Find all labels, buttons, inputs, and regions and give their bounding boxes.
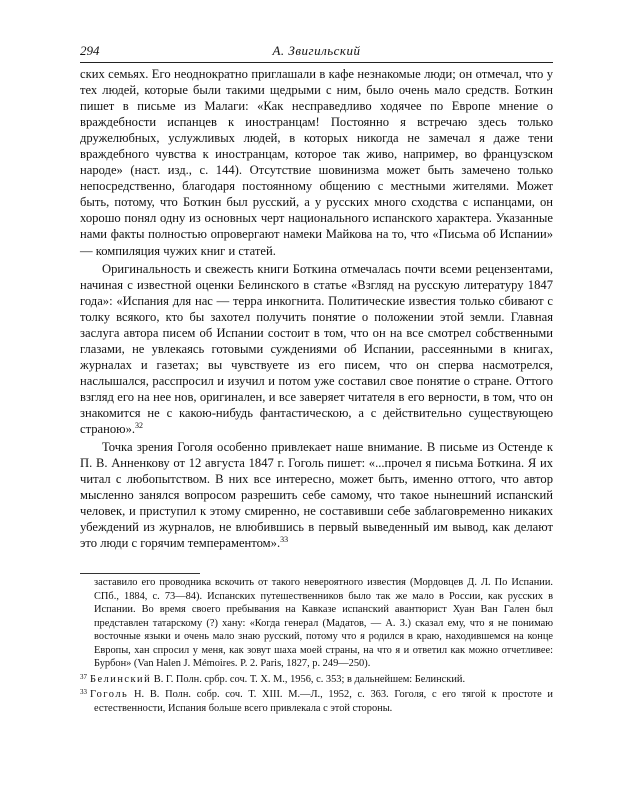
running-head: А. Звигильский [272,43,361,58]
footnote-ref-33[interactable]: 33 [280,535,289,545]
header-rule [80,62,553,63]
paragraph-3: Точка зрения Гоголя особенно привлекает наше внимание. В письме из Остенде к П. В. Анненкову от 12 августа 1847 г. Гоголь пишет: «...прочел я письма Боткина. Я их читал с любопытством. В них все интересно, может быть, именно оттого, что автор мысленно занялся вопросом разрешить себе самому, что такое нынешний испанский человек, и приступил к этому смиренно, не составивши себе заблаговременно никаких убеждений из журналов, не влюбившись в первый выведенный им вывод, как делают это люди с горячим темпераментом».$^{33}$ [80,440,553,551]
page-header [80,43,553,61]
page-number: 294 [80,43,100,58]
footnote-text: Н. В. Полн. собр. соч. Т. XIII. М.—Л., 1952, с. 363. Гоголя, с его тягой к простоте и естественности, Испания больше всего привлекала с этой стороны. [94,689,553,714]
footnote-continuation: заставило его проводника вскочить от такого невероятного известия (Мордовцев Д. Л. По Испании. СПб., 1884, с. 73—84). Испанских путешественников было так же мало в России, как русских в Испании. Во время своего пребывания на Кавказе испанский авантюрист Хуан Ван Гален был представлен татарскому (?) хану: «Когда генерал (Мадатов, — А. З.) сказал ему, что я не понимаю восточные языки и очень мало знаю русский, потому что я родился в краю, находившемся на конце Европы, хан спросил у меня, как зовут шаха моей страны, на что я и ответил как можно отчетливее: Бурбон» (Van Halen J. Mémoires. P. 2. Paris, 1827, p. 249—250). [94,577,553,669]
footnote-number: 33 [80,688,87,696]
main-text [80,66,553,553]
footnote-rule [80,573,200,574]
paragraph-2: Оригинальность и свежесть книги Боткина отмечалась почти всеми рецензентами, начиная с известной оценки Белинского в статье «Взгляд на русскую литературу 1847 года»: «Испания для нас — терра инкогнита. Политические известия только сбивают с толку всякого, кто бы захотел получить понятие о положении этой земли. Главная заслуга автора писем об Испании состоит в том, что он на все смотрел собственными глазами, не увлекаясь готовыми суждениями об Испании, рассеянными в книгах, журналах и газетах; вы чувствуете из его писем, что он сперва насмотрелся, наслышался, расспросил и изучил и потом уже составил свое понятие о стране. Оттого взгляд его на нее нов, оригинален, и все заверяет читателя в его верности, в том, что он знакомится не с какою-нибудь фантастическою, а с действительно существующею страною».$^{32}$ [80,261,553,437]
footnote-text: В. Г. Полн. србр. соч. Т. Х. М., 1956, с. 353; в дальнейшем: Белинский. [151,673,466,685]
footnote-ref-32[interactable]: 32 [135,421,144,431]
footnotes [80,576,553,715]
footnote-number: 37 [80,672,87,681]
footnote-33 [80,686,553,715]
footnote-author: Белинский [90,673,152,685]
footnote-author: Гоголь [90,689,129,700]
paragraph-1: ских семьях. Его неоднократно приглашали в кафе незнакомые люди; он отмечал, что у тех людей, которые были такими щедрыми с ним, было очень мало средств. Боткин пишет в письме из Малаги: «Как несправедливо ходячее по Европе мнение о враждебности испанцев к иностранцам! Постоянно я встречаю здесь только дружелюбных, услужливых людей, в которых никогда не замечал я даже тени враждебного чувства к иностранцам, которое так живо, например, во французском народе» (наст. изд., с. 144). Отсутствие шовинизма может быть замечено только непосредственно, благодаря постоянному общению с местными жителями. Может быть, потому, что Боткин был русский, а у русских много сходства с испанцами, он хорошо понял одну из основных черт национального испанского характера. Указанные нами факты полностью опровергают намеки Майкова на то, что «Письма об Испании» — компиляция чужих книг и статей. [80,67,553,258]
footnote-32 [80,671,553,687]
